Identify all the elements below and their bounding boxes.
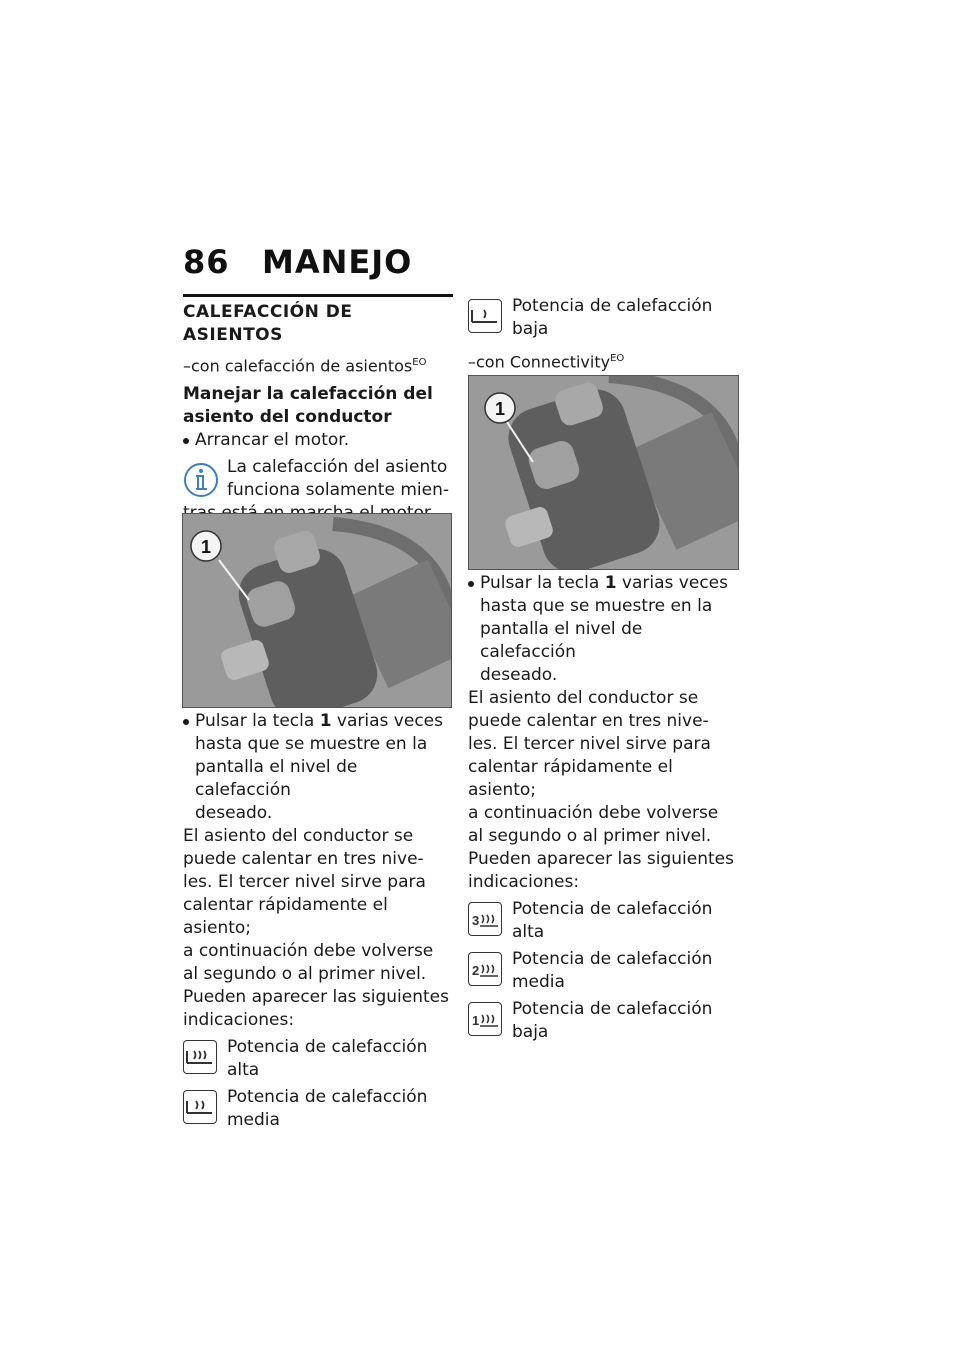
- seat-heat-mid-icon: [183, 1090, 217, 1124]
- handlebar-switch-illustration: [183, 514, 451, 707]
- press-line: hasta que se muestre en la: [195, 734, 428, 754]
- right-column-lower: [468, 572, 738, 1044]
- figure-label-1: 1: [494, 399, 506, 419]
- subsection-heading: [183, 383, 453, 429]
- para-line: a continuación debe volverse: [468, 803, 719, 823]
- indicator-low: [468, 295, 738, 341]
- para-line: al segundo o al primer nivel.: [183, 964, 427, 984]
- info-note: [183, 456, 453, 502]
- indicator-line: baja: [512, 1022, 549, 1042]
- press-line: deseado.: [195, 803, 273, 823]
- indicator-line: media: [512, 972, 565, 992]
- step-press-key: [468, 572, 738, 595]
- para-line: El asiento del conductor se: [468, 688, 699, 708]
- section-title: CALEFACCIÓN DE ASIENTOS: [183, 302, 353, 345]
- figure-label-1: 1: [200, 537, 212, 557]
- note-line: La calefacción del asiento: [227, 457, 448, 478]
- page-title: MANEJO: [262, 243, 413, 281]
- key-label: 1: [319, 711, 332, 731]
- connectivity-condition: [468, 347, 738, 373]
- step-press-key: [183, 710, 453, 733]
- left-column-lower: [183, 710, 453, 1132]
- handlebar-switch-photo-connectivity: [468, 375, 739, 570]
- condition-sup: EO: [412, 357, 427, 368]
- press-text: Pulsar la tecla: [480, 573, 605, 593]
- condition-text: –con calefacción de asientos: [183, 356, 413, 376]
- key-label: 1: [604, 573, 617, 593]
- para-line: al segundo o al primer nivel.: [468, 826, 712, 846]
- indicator-mid: [183, 1086, 453, 1132]
- press-text: Pulsar la tecla: [195, 711, 320, 731]
- heading-line: Manejar la calefacción del: [183, 384, 433, 405]
- para-line: les. El tercer nivel sirve para: [468, 734, 711, 754]
- indicator-level-3: [468, 898, 738, 944]
- note-line: funciona solamente mien-: [227, 480, 449, 501]
- para-line: puede calentar en tres nive-: [183, 849, 424, 869]
- level-digit: 2: [472, 963, 480, 978]
- indicator-level-2: [468, 948, 738, 994]
- press-line: deseado.: [480, 665, 558, 685]
- para-line: les. El tercer nivel sirve para: [183, 872, 426, 892]
- seat-heat-level-2-icon: [468, 952, 502, 986]
- level-digit: 1: [472, 1013, 480, 1028]
- para-line: Pueden aparecer las siguientes: [468, 849, 734, 869]
- seat-heat-level-1-icon: [468, 1002, 502, 1036]
- press-text: varias veces: [616, 573, 728, 593]
- indicator-line: Potencia de calefacción: [512, 949, 713, 969]
- condition-text: –con Connectivity: [468, 352, 611, 372]
- para-line: Pueden aparecer las siguientes: [183, 987, 449, 1007]
- indicator-line: Potencia de calefacción: [512, 899, 713, 919]
- indicator-line: Potencia de calefacción: [512, 296, 713, 316]
- seat-heat-level-3-icon: [468, 902, 502, 936]
- para-line: El asiento del conductor se: [183, 826, 414, 846]
- indicator-line: Potencia de calefacción: [512, 999, 713, 1019]
- indicator-high: [183, 1036, 453, 1082]
- left-column: [183, 294, 453, 525]
- section-rule: [183, 294, 453, 297]
- level-digit: 3: [472, 913, 480, 928]
- para-line: indicaciones:: [183, 1010, 295, 1030]
- seat-heat-high-icon: [183, 1040, 217, 1074]
- para-line: calentar rápidamente el asiento;: [183, 895, 388, 938]
- indicator-line: Potencia de calefacción: [227, 1037, 428, 1057]
- para-line: calentar rápidamente el asiento;: [468, 757, 673, 800]
- indicator-line: alta: [512, 922, 545, 942]
- heading-line: asiento del conductor: [183, 407, 392, 428]
- para-line: puede calentar en tres nive-: [468, 711, 709, 731]
- indicator-line: alta: [227, 1060, 260, 1080]
- press-line: pantalla el nivel de calefacción: [480, 619, 643, 662]
- condition-sup: EO: [610, 353, 625, 364]
- indicator-level-1: [468, 998, 738, 1044]
- section-condition: [183, 351, 453, 377]
- handlebar-switch-illustration: [469, 376, 738, 569]
- press-line: hasta que se muestre en la: [480, 596, 713, 616]
- para-line: indicaciones:: [468, 872, 580, 892]
- indicator-line: Potencia de calefacción: [227, 1087, 428, 1107]
- para-line: a continuación debe volverse: [183, 941, 434, 961]
- handlebar-switch-photo: [182, 513, 452, 708]
- press-text: varias veces: [331, 711, 443, 731]
- indicator-line: media: [227, 1110, 280, 1130]
- page-number: 86: [183, 243, 230, 281]
- info-icon: [183, 462, 219, 498]
- step-start-engine: Arrancar el motor.: [183, 429, 453, 452]
- right-column: [468, 291, 738, 373]
- press-line: pantalla el nivel de calefacción: [195, 757, 358, 800]
- indicator-line: baja: [512, 319, 549, 339]
- seat-heat-low-icon: [468, 299, 502, 333]
